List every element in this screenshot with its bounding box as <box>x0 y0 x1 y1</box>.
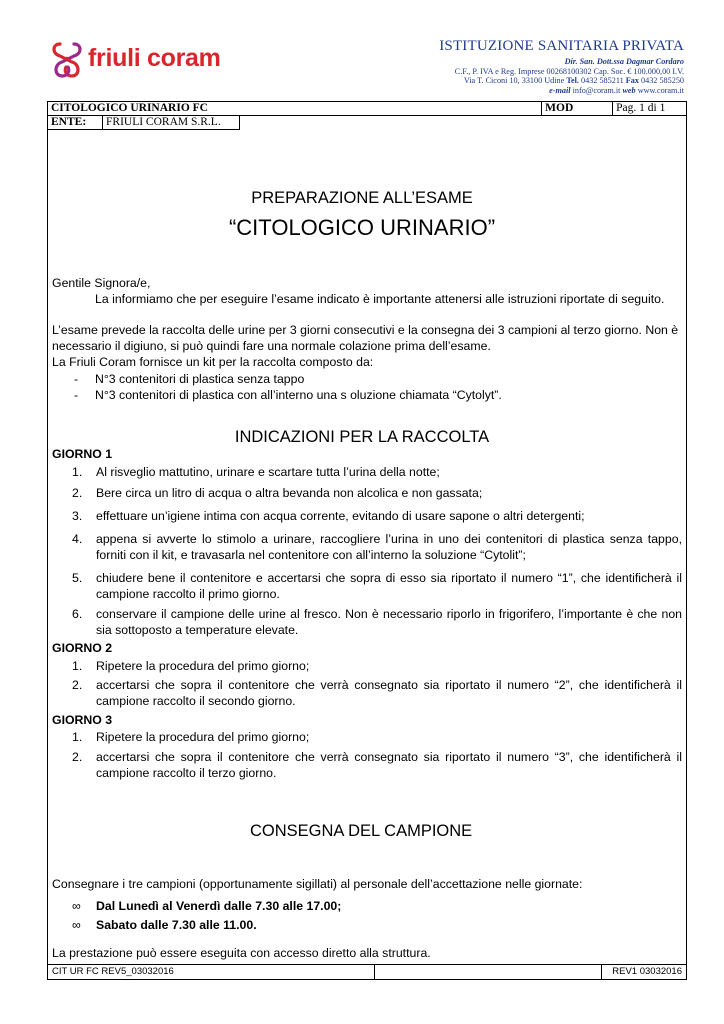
greeting: Gentile Signora/e, <box>52 276 151 290</box>
frame-left-border <box>47 129 48 965</box>
footer-middle <box>375 965 602 980</box>
address: Via T. Ciconi 10, 33100 Udine <box>463 76 565 86</box>
page-cell: Pag. 1 di 1 <box>613 102 687 116</box>
brand-name: friuli coram <box>88 44 221 72</box>
heading-preparation: PREPARAZIONE ALL’ESAME <box>251 189 473 207</box>
day-2-label: GIORNO 2 <box>52 641 113 655</box>
heading-exam-title: “CITOLOGICO URINARIO” <box>228 215 496 240</box>
address-line <box>324 76 684 86</box>
mod-cell: MOD <box>542 102 613 116</box>
ente-value-cell: FRIULI CORAM S.R.L. <box>103 116 240 130</box>
footer-code: CIT UR FC REV5_03032016 <box>48 965 375 980</box>
footer-table <box>47 964 687 980</box>
infinity-bullet-icon: ∞ <box>72 899 81 913</box>
heading-delivery: CONSEGNA DEL CAMPIONE <box>250 822 473 840</box>
intro-text: La informiamo che per eseguire l’esame indicato è importante attenersi alle istruzioni riportate di seguito. <box>95 292 665 306</box>
tel-label: Tel. <box>566 76 579 86</box>
delivery-intro: Consegnare i tre campioni (opportunamente sigillati) al personale dell’accettazione nelle giornate: <box>52 877 583 891</box>
day-3-label: GIORNO 3 <box>52 713 113 727</box>
email-label: e-mail <box>549 85 571 95</box>
fax-number: 0432 585250 <box>641 76 684 86</box>
web-label: web <box>622 85 636 95</box>
day-1-label: GIORNO 1 <box>52 447 113 461</box>
heading-collection: INDICAZIONI PER LA RACCOLTA <box>234 428 490 446</box>
paragraph-line: La Friuli Coram fornisce un kit per la raccolta composto da: <box>52 355 374 369</box>
frame-right-border <box>686 129 687 965</box>
footer-revision: REV1 03032016 <box>602 965 687 980</box>
institution-title: ISTITUZIONE SANITARIA PRIVATA <box>439 38 684 54</box>
empty-cell <box>240 116 542 130</box>
institution-block <box>324 38 684 95</box>
infinity-bullet-icon: ∞ <box>72 918 81 932</box>
fax-label: Fax <box>625 76 639 86</box>
friuli-coram-logo-mark <box>50 40 84 80</box>
registry-info: C.F., P. IVA e Reg. Imprese 00268100302 Cap. Soc. € 100.000,00 I.V. <box>454 66 684 76</box>
paragraph-line: L’esame prevede la raccolta delle urine per 3 giorni consecutivi e la consegna dei 3 campioni al terzo giorno. Non è <box>52 323 679 337</box>
paragraph-line: necessario il digiuno, si può quindi fare una normale colazione prima dell’esame. <box>52 339 491 353</box>
logo <box>50 38 240 86</box>
web-link[interactable]: www.coram.it <box>637 85 684 95</box>
medical-director: Dir. San. Dott.ssa Dagmar Cordaro <box>564 57 684 66</box>
contact-line <box>324 86 684 96</box>
email-link[interactable]: info@coram.it <box>572 85 621 95</box>
closing-text: La prestazione può essere eseguita con accesso diretto alla struttura. <box>52 946 431 960</box>
document-header-table <box>47 101 687 130</box>
tel-number: 0432 585211 <box>581 76 624 86</box>
ente-label-cell: ENTE: <box>48 116 103 130</box>
doc-title-cell: CITOLOGICO URINARIO FC <box>48 102 542 116</box>
